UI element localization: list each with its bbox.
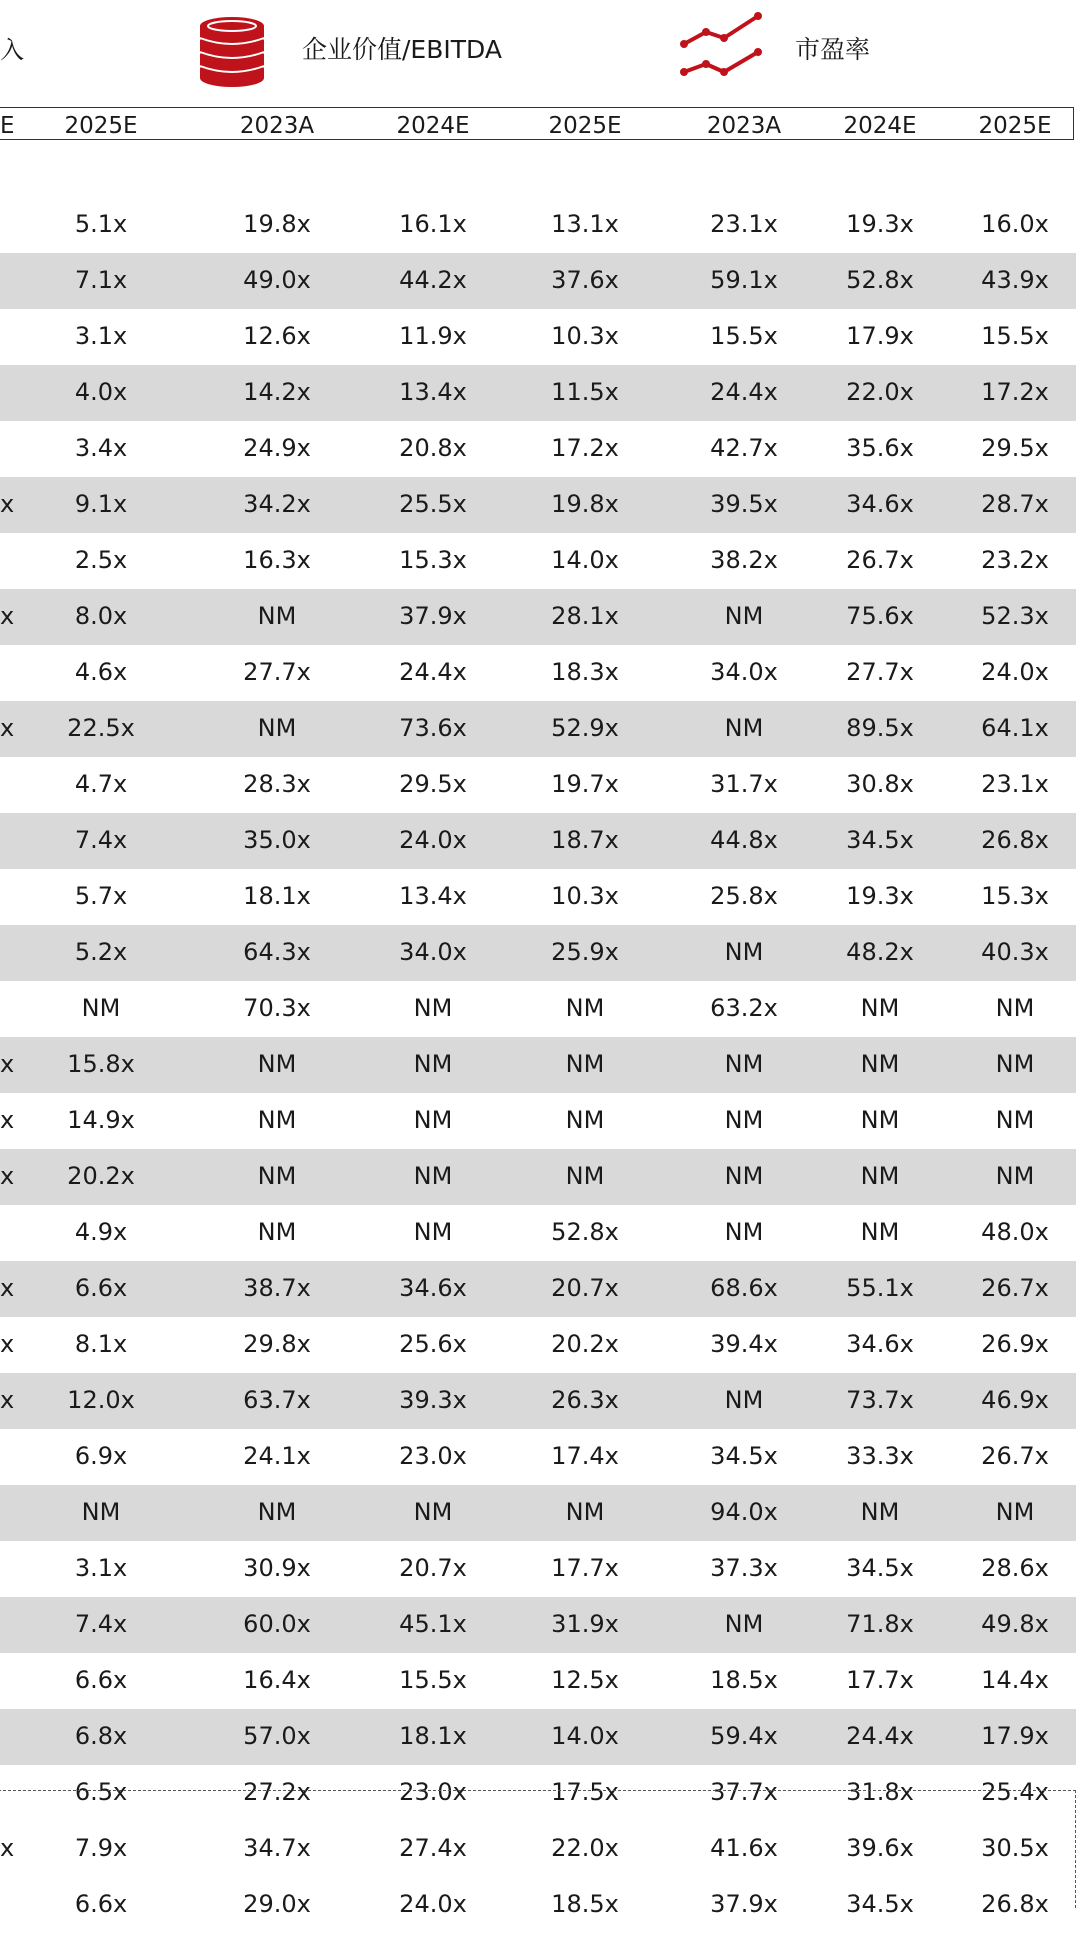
table-cell: 16.0x	[981, 210, 1049, 238]
table-cell: NM	[995, 1106, 1035, 1134]
table-cell: 34.6x	[846, 1330, 914, 1358]
table-cell: 42.7x	[710, 434, 778, 462]
summary-box	[0, 1790, 1076, 1908]
header-col-2: 2024E	[396, 113, 470, 139]
table-row	[0, 1373, 1076, 1429]
table-cell: 27.4x	[399, 1834, 467, 1862]
table-cell: 19.3x	[846, 882, 914, 910]
table-cell: NM	[413, 1498, 453, 1526]
table-cell: 25.4x	[981, 1778, 1049, 1806]
table-cell: 19.3x	[846, 210, 914, 238]
table-cell: 89.5x	[846, 714, 914, 742]
table-cell: 70.3x	[243, 994, 311, 1022]
table-cell: 59.4x	[710, 1722, 778, 1750]
table-cell: 8.1x	[74, 1330, 128, 1358]
table-cell: 18.1x	[399, 1722, 467, 1750]
table-cell: 18.1x	[243, 882, 311, 910]
table-cell: 39.4x	[710, 1330, 778, 1358]
table-cell: 13.4x	[399, 882, 467, 910]
table-cell: 34.2x	[243, 490, 311, 518]
table-cell: 15.5x	[981, 322, 1049, 350]
row-cut-label: x	[0, 490, 15, 518]
header-col-0: 2025E	[64, 113, 138, 139]
table-row	[0, 1429, 1076, 1485]
table-cell: 16.1x	[399, 210, 467, 238]
table-row	[0, 421, 1076, 477]
table-cell: 52.3x	[981, 602, 1049, 630]
table-cell: 4.7x	[74, 770, 128, 798]
table-cell: NM	[257, 602, 297, 630]
table-cell: 5.7x	[74, 882, 128, 910]
table-cell: 52.9x	[551, 714, 619, 742]
table-cell: 52.8x	[551, 1218, 619, 1246]
table-cell: 17.9x	[846, 322, 914, 350]
table-cell: 28.3x	[243, 770, 311, 798]
table-cell: 10.3x	[551, 882, 619, 910]
table-cell: 20.7x	[399, 1554, 467, 1582]
table-cell: 18.5x	[551, 1890, 619, 1918]
table-cell: NM	[565, 1106, 605, 1134]
table-cell: 52.8x	[846, 266, 914, 294]
table-cell: NM	[860, 1050, 900, 1078]
table-cell: 3.4x	[74, 434, 128, 462]
table-cell: 17.9x	[981, 1722, 1049, 1750]
table-cell: 29.8x	[243, 1330, 311, 1358]
table-row	[0, 589, 1076, 645]
table-cell: NM	[413, 1162, 453, 1190]
table-cell: 26.7x	[846, 546, 914, 574]
table-cell: 18.3x	[551, 658, 619, 686]
table-cell: 17.2x	[981, 378, 1049, 406]
header-col-6: 2025E	[978, 113, 1052, 139]
row-cut-label: x	[0, 1274, 15, 1302]
table-cell: 11.5x	[551, 378, 619, 406]
table-cell: 34.5x	[710, 1442, 778, 1470]
table-cell: 30.9x	[243, 1554, 311, 1582]
table-cell: 26.9x	[981, 1330, 1049, 1358]
table-cell: 20.2x	[67, 1162, 135, 1190]
table-cell: 24.0x	[399, 826, 467, 854]
table-cell: NM	[565, 1050, 605, 1078]
table-cell: NM	[257, 1218, 297, 1246]
table-cell: NM	[860, 1498, 900, 1526]
table-cell: 34.5x	[846, 1554, 914, 1582]
table-row	[0, 1541, 1076, 1597]
table-cell: 27.7x	[243, 658, 311, 686]
table-cell: 24.4x	[846, 1722, 914, 1750]
table-cell: 24.0x	[981, 658, 1049, 686]
table-cell: NM	[257, 1050, 297, 1078]
table-cell: NM	[724, 1218, 764, 1246]
table-cell: 34.6x	[846, 490, 914, 518]
table-cell: 29.0x	[243, 1890, 311, 1918]
table-cell: 7.4x	[74, 826, 128, 854]
table-cell: 8.0x	[74, 602, 128, 630]
table-cell: 6.9x	[74, 1442, 128, 1470]
table-cell: NM	[257, 1498, 297, 1526]
table-cell: 11.9x	[399, 322, 467, 350]
table-cell: NM	[724, 1610, 764, 1638]
table-cell: 25.5x	[399, 490, 467, 518]
table-cell: 31.7x	[710, 770, 778, 798]
table-cell: 26.7x	[981, 1442, 1049, 1470]
table-row	[0, 309, 1076, 365]
table-cell: 33.3x	[846, 1442, 914, 1470]
table-cell: 14.0x	[551, 1722, 619, 1750]
table-cell: 24.9x	[243, 434, 311, 462]
legend-pe-label: 市盈率	[795, 35, 871, 64]
table-cell: 34.0x	[710, 658, 778, 686]
table-cell: 37.7x	[710, 1778, 778, 1806]
table-cell: 12.0x	[67, 1386, 135, 1414]
table-cell: 37.9x	[399, 602, 467, 630]
table-cell: 43.9x	[981, 266, 1049, 294]
row-cut-label: x	[0, 1050, 15, 1078]
table-cell: 20.2x	[551, 1330, 619, 1358]
table-cell: 6.8x	[74, 1722, 128, 1750]
table-cell: NM	[724, 714, 764, 742]
table-row	[0, 981, 1076, 1037]
table-cell: 28.6x	[981, 1554, 1049, 1582]
table-cell: 24.0x	[399, 1890, 467, 1918]
table-cell: 25.6x	[399, 1330, 467, 1358]
legend-bar	[0, 0, 1080, 100]
table-cell: 40.3x	[981, 938, 1049, 966]
table-cell: 46.9x	[981, 1386, 1049, 1414]
table-cell: 37.6x	[551, 266, 619, 294]
table-cell: NM	[413, 1050, 453, 1078]
table-cell: 3.1x	[74, 322, 128, 350]
table-cell: 38.7x	[243, 1274, 311, 1302]
table-cell: 57.0x	[243, 1722, 311, 1750]
header-col-3: 2025E	[548, 113, 622, 139]
table-row	[0, 1653, 1076, 1709]
table-cell: 29.5x	[981, 434, 1049, 462]
table-cell: NM	[724, 602, 764, 630]
table-cell: 14.0x	[551, 546, 619, 574]
table-cell: NM	[724, 938, 764, 966]
table-row	[0, 1037, 1076, 1093]
table-cell: 17.5x	[551, 1778, 619, 1806]
table-cell: 6.6x	[74, 1890, 128, 1918]
row-cut-label: x	[0, 714, 15, 742]
table-cell: 26.8x	[981, 1890, 1049, 1918]
table-row	[0, 533, 1076, 589]
table-cell: NM	[860, 994, 900, 1022]
table-cell: 23.0x	[399, 1442, 467, 1470]
table-cell: 16.4x	[243, 1666, 311, 1694]
row-cut-label: x	[0, 1834, 15, 1862]
header-col-4: 2023A	[706, 113, 782, 139]
table-cell: 25.9x	[551, 938, 619, 966]
table-cell: 16.3x	[243, 546, 311, 574]
table-cell: NM	[413, 1218, 453, 1246]
table-cell: 35.0x	[243, 826, 311, 854]
table-cell: NM	[724, 1050, 764, 1078]
table-cell: 5.2x	[74, 938, 128, 966]
table-cell: NM	[724, 1162, 764, 1190]
table-cell: NM	[257, 1162, 297, 1190]
table-cell: 68.6x	[710, 1274, 778, 1302]
table-cell: 94.0x	[710, 1498, 778, 1526]
table-cell: 30.8x	[846, 770, 914, 798]
table-cell: NM	[995, 994, 1035, 1022]
table-cell: 24.4x	[399, 658, 467, 686]
table-cell: 15.5x	[710, 322, 778, 350]
table-row	[0, 1205, 1076, 1261]
row-cut-label: x	[0, 1106, 15, 1134]
legend-cut-label: 入	[0, 36, 24, 64]
table-cell: 14.9x	[67, 1106, 135, 1134]
table-cell: 12.6x	[243, 322, 311, 350]
table-cell: 26.3x	[551, 1386, 619, 1414]
table-cell: 24.1x	[243, 1442, 311, 1470]
table-cell: 13.1x	[551, 210, 619, 238]
table-cell: 28.1x	[551, 602, 619, 630]
table-cell: 4.6x	[74, 658, 128, 686]
table-cell: 31.9x	[551, 1610, 619, 1638]
table-cell: 59.1x	[710, 266, 778, 294]
table-cell: NM	[724, 1386, 764, 1414]
table-cell: 28.7x	[981, 490, 1049, 518]
table-cell: 22.5x	[67, 714, 135, 742]
table-cell: 63.7x	[243, 1386, 311, 1414]
row-cut-label: x	[0, 1162, 15, 1190]
table-cell: 26.7x	[981, 1274, 1049, 1302]
table-cell: NM	[81, 994, 121, 1022]
table-cell: NM	[724, 1106, 764, 1134]
table-cell: 73.7x	[846, 1386, 914, 1414]
table-cell: 37.9x	[710, 1890, 778, 1918]
table-cell: 45.1x	[399, 1610, 467, 1638]
table-cell: 17.4x	[551, 1442, 619, 1470]
table-cell: NM	[257, 1106, 297, 1134]
table-cell: 60.0x	[243, 1610, 311, 1638]
table-cell: NM	[860, 1162, 900, 1190]
table-cell: 17.7x	[846, 1666, 914, 1694]
table-row	[0, 1709, 1076, 1765]
row-cut-label: x	[0, 1386, 15, 1414]
table-cell: 27.2x	[243, 1778, 311, 1806]
table-row	[0, 1261, 1076, 1317]
table-cell: NM	[413, 1106, 453, 1134]
table-cell: 23.1x	[981, 770, 1049, 798]
table-cell: 23.0x	[399, 1778, 467, 1806]
table-cell: 39.6x	[846, 1834, 914, 1862]
table-row	[0, 365, 1076, 421]
table-cell: 2.5x	[74, 546, 128, 574]
table-cell: 12.5x	[551, 1666, 619, 1694]
table-cell: 7.9x	[74, 1834, 128, 1862]
table-cell: NM	[257, 714, 297, 742]
table-cell: 7.4x	[74, 1610, 128, 1638]
table-cell: 19.8x	[243, 210, 311, 238]
header-cut-label: E	[0, 113, 15, 139]
table-cell: 39.3x	[399, 1386, 467, 1414]
table-row	[0, 1597, 1076, 1653]
table-cell: 34.0x	[399, 938, 467, 966]
table-cell: 22.0x	[846, 378, 914, 406]
table-cell: 14.4x	[981, 1666, 1049, 1694]
table-cell: 15.3x	[981, 882, 1049, 910]
table-cell: 18.5x	[710, 1666, 778, 1694]
table-cell: 22.0x	[551, 1834, 619, 1862]
table-cell: 15.5x	[399, 1666, 467, 1694]
row-cut-label: x	[0, 602, 15, 630]
table-cell: 10.3x	[551, 322, 619, 350]
table-row	[0, 1149, 1076, 1205]
table-cell: 15.8x	[67, 1050, 135, 1078]
table-cell: NM	[995, 1162, 1035, 1190]
table-cell: 35.6x	[846, 434, 914, 462]
table-cell: 27.7x	[846, 658, 914, 686]
table-cell: 44.2x	[399, 266, 467, 294]
table-row	[0, 757, 1076, 813]
table-cell: 25.8x	[710, 882, 778, 910]
table-row	[0, 869, 1076, 925]
table-cell: 34.6x	[399, 1274, 467, 1302]
table-cell: NM	[995, 1050, 1035, 1078]
table-cell: 63.2x	[710, 994, 778, 1022]
table-cell: 48.0x	[981, 1218, 1049, 1246]
table-row	[0, 253, 1076, 309]
table-cell: 18.7x	[551, 826, 619, 854]
table-cell: 23.1x	[710, 210, 778, 238]
table-cell: 7.1x	[74, 266, 128, 294]
table-cell: NM	[860, 1218, 900, 1246]
table-cell: 38.2x	[710, 546, 778, 574]
table-cell: 75.6x	[846, 602, 914, 630]
table-cell: 44.8x	[710, 826, 778, 854]
table-row	[0, 1093, 1076, 1149]
table-row	[0, 1317, 1076, 1373]
table-cell: 48.2x	[846, 938, 914, 966]
table-cell: 41.6x	[710, 1834, 778, 1862]
table-cell: 34.5x	[846, 1890, 914, 1918]
table-cell: 19.7x	[551, 770, 619, 798]
table-cell: 73.6x	[399, 714, 467, 742]
table-cell: 9.1x	[74, 490, 128, 518]
line-chart-icon	[680, 12, 762, 80]
table-cell: 29.5x	[399, 770, 467, 798]
table-cell: 3.1x	[74, 1554, 128, 1582]
table-cell: 34.7x	[243, 1834, 311, 1862]
header-col-5: 2024E	[843, 113, 917, 139]
table-cell: 4.9x	[74, 1218, 128, 1246]
table-cell: 55.1x	[846, 1274, 914, 1302]
table-row	[0, 477, 1076, 533]
table-cell: 71.8x	[846, 1610, 914, 1638]
table-cell: 6.6x	[74, 1666, 128, 1694]
table-cell: 23.2x	[981, 546, 1049, 574]
table-cell: 30.5x	[981, 1834, 1049, 1862]
table-cell: 64.1x	[981, 714, 1049, 742]
table-cell: 6.6x	[74, 1274, 128, 1302]
table-cell: NM	[81, 1498, 121, 1526]
table-cell: NM	[565, 994, 605, 1022]
table-cell: 4.0x	[74, 378, 128, 406]
table-row	[0, 925, 1076, 981]
row-cut-label: x	[0, 1330, 15, 1358]
table-row	[0, 645, 1076, 701]
table-cell: 37.3x	[710, 1554, 778, 1582]
table-cell: 5.1x	[74, 210, 128, 238]
coin-stack-icon	[196, 14, 268, 88]
table-row	[0, 1485, 1076, 1541]
table-row	[0, 197, 1076, 253]
table-cell: 17.7x	[551, 1554, 619, 1582]
table-cell: 39.5x	[710, 490, 778, 518]
table-cell: 49.0x	[243, 266, 311, 294]
table-cell: NM	[565, 1162, 605, 1190]
table-cell: 20.7x	[551, 1274, 619, 1302]
table-cell: 14.2x	[243, 378, 311, 406]
table-cell: 64.3x	[243, 938, 311, 966]
table-cell: 20.8x	[399, 434, 467, 462]
table-row	[0, 813, 1076, 869]
table-cell: 15.3x	[399, 546, 467, 574]
table-cell: 49.8x	[981, 1610, 1049, 1638]
table-cell: 6.5x	[74, 1778, 128, 1806]
legend-ev-ebitda-label: 企业价值/EBITDA	[302, 35, 502, 64]
table-cell: 13.4x	[399, 378, 467, 406]
table-cell: 34.5x	[846, 826, 914, 854]
table-cell: 31.8x	[846, 1778, 914, 1806]
table-cell: NM	[860, 1106, 900, 1134]
table-cell: NM	[413, 994, 453, 1022]
table-cell: NM	[565, 1498, 605, 1526]
table-cell: 24.4x	[710, 378, 778, 406]
table-cell: 26.8x	[981, 826, 1049, 854]
table-cell: 19.8x	[551, 490, 619, 518]
table-row	[0, 701, 1076, 757]
header-col-1: 2023A	[239, 113, 315, 139]
table-cell: 17.2x	[551, 434, 619, 462]
table-cell: NM	[995, 1498, 1035, 1526]
